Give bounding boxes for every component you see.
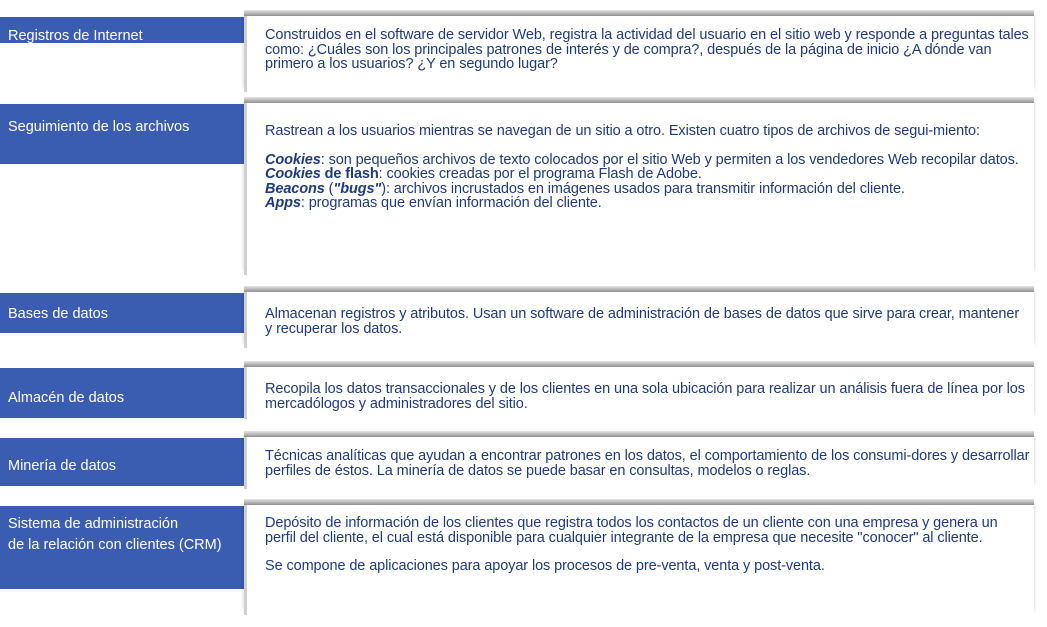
term-italic: Cookies xyxy=(265,166,321,182)
label-seguimiento-archivos: Seguimiento de los archivos xyxy=(0,104,254,164)
description: Almacenan registros y atributos. Usan un software de administración de bases de datos que sirve para crear, mantener y recuperar los datos. xyxy=(265,306,1020,337)
description: Depósito de información de los clientes que registra todos los contactos de un cliente con una empresa y genera un perfil del cliente, el cual está disponible para cualquier integrante de la empresa que necesite "conocer" al cliente. xyxy=(265,515,998,546)
list-item xyxy=(265,167,1030,182)
text-registros-internet xyxy=(265,28,1030,72)
description: Construidos en el software de servidor Web, registra la actividad del usuario en el sitio web y responde a preguntas tales como: ¿Cuáles son los principales patrones de interés y de compra?, después de la página de inicio ¿A dónde van primero a los usuarios? ¿Y en segundo lugar? xyxy=(265,27,1029,72)
label-line-1: Sistema de administración xyxy=(8,516,179,532)
paren-close: ) xyxy=(381,180,386,197)
label-line-2: de la relación con clientes (CRM) xyxy=(8,537,222,553)
text-seguimiento-archivos xyxy=(265,124,1030,211)
desc: : son pequeños archivos de texto colocados por el sitio Web y permiten a los vendedores Web recopilar datos. xyxy=(320,151,1019,168)
label-mineria-datos: Minería de datos xyxy=(0,438,254,486)
term: Apps xyxy=(265,195,301,211)
text-almacen-datos xyxy=(265,382,1030,411)
label-almacen-datos: Almacén de datos xyxy=(0,368,254,418)
list-item xyxy=(265,182,1030,197)
text-bases-datos xyxy=(265,307,1030,336)
term: Cookies xyxy=(265,151,321,168)
label-crm xyxy=(0,506,254,589)
description: Técnicas analíticas que ayudan a encontrar patrones en los datos, el comportamiento de los consumi-dores y desarrollar perfiles de éstos. La minería de datos se puede basar en consultas, modelos o reglas. xyxy=(265,448,1030,479)
text-crm xyxy=(265,516,1030,574)
list-item xyxy=(265,196,1030,211)
desc: : cookies creadas por el programa Flash de Adobe. xyxy=(378,166,702,182)
intro: Rastrean a los usuarios mientras se navegan de un sitio a otro. Existen cuatro tipos de archivos de segui-miento: xyxy=(265,123,980,139)
desc: : programas que envían información del cliente. xyxy=(300,195,602,211)
term-bold: de flash xyxy=(320,166,379,182)
label-bases-datos: Bases de datos xyxy=(0,293,254,333)
desc: : archivos incrustados en imágenes usados para transmitir información del cliente. xyxy=(385,180,905,197)
description-2: Se compone de aplicaciones para apoyar los procesos de pre-venta, venta y post-venta. xyxy=(265,558,825,574)
description: Recopila los datos transaccionales y de los clientes en una sola ubicación para realizar un análisis fuera de línea por los mercadólogos y administradores del sitio. xyxy=(265,381,1025,412)
list-item xyxy=(265,153,1030,168)
paren-open: ( xyxy=(324,180,334,197)
label-registros-internet: Registros de Internet xyxy=(0,17,254,43)
term: Beacons xyxy=(265,180,325,197)
text-mineria-datos xyxy=(265,449,1030,478)
term2: "bugs" xyxy=(333,180,382,197)
